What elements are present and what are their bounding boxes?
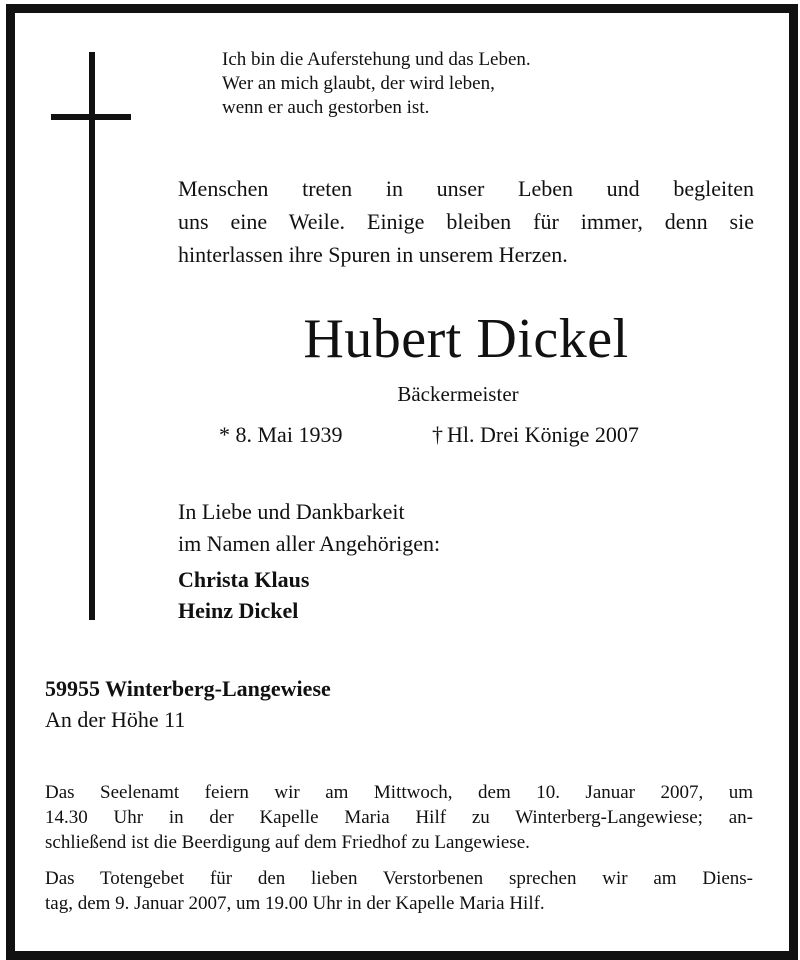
death-date-text: Hl. Drei Könige 2007 [447,422,639,447]
birth-date: * 8. Mai 1939 [219,422,343,447]
dagger-icon: † [432,422,443,447]
notice-line: Das Seelenamt feiern wir am Mittwoch, dem 10. Januar 2007, um [45,782,753,803]
death-date [432,419,639,451]
bible-verse [222,48,531,120]
family-address [45,673,331,735]
signatories [178,564,309,626]
notice-line: tag, dem 9. Januar 2007, um 19.00 Uhr in der Kapelle Maria Hilf. [45,893,545,914]
address-street: An der Höhe 11 [45,707,186,732]
cross-icon-bar [51,114,131,120]
verse-line: Wer an mich glaubt, der wird leben, [222,73,495,94]
quote-line: Menschen treten in unser Leben und begleiten [178,176,754,201]
cross-icon [89,52,95,620]
deceased-profession: Bäckermeister [397,382,519,406]
notice-line: 14.30 Uhr in der Kapelle Maria Hilf zu Winterberg-Langewiese; an- [45,807,753,828]
signatory-name: Heinz Dickel [178,598,299,623]
memorial-quote [178,172,754,271]
notice-line: schließend ist die Beerdigung auf dem Friedhof zu Langewiese. [45,832,530,853]
signatory-name: Christa Klaus [178,567,310,592]
address-city: 59955 Winterberg-Langewiese [45,676,331,701]
notice-line: Das Totengebet für den lieben Verstorbenen sprechen wir am Diens- [45,868,753,889]
prayer-notice [45,866,753,916]
verse-line: wenn er auch gestorben ist. [222,97,430,118]
funeral-notice [45,780,753,855]
quote-line: uns eine Weile. Einige bleiben für immer, denn sie [178,209,754,234]
closing-text [178,496,440,560]
verse-line: Ich bin die Auferstehung und das Leben. [222,49,531,70]
deceased-name: Hubert Dickel [303,308,629,370]
closing-line: im Namen aller Angehörigen: [178,531,441,556]
quote-line: hinterlassen ihre Spuren in unserem Herzen. [178,242,568,267]
closing-line: In Liebe und Dankbarkeit [178,499,405,524]
